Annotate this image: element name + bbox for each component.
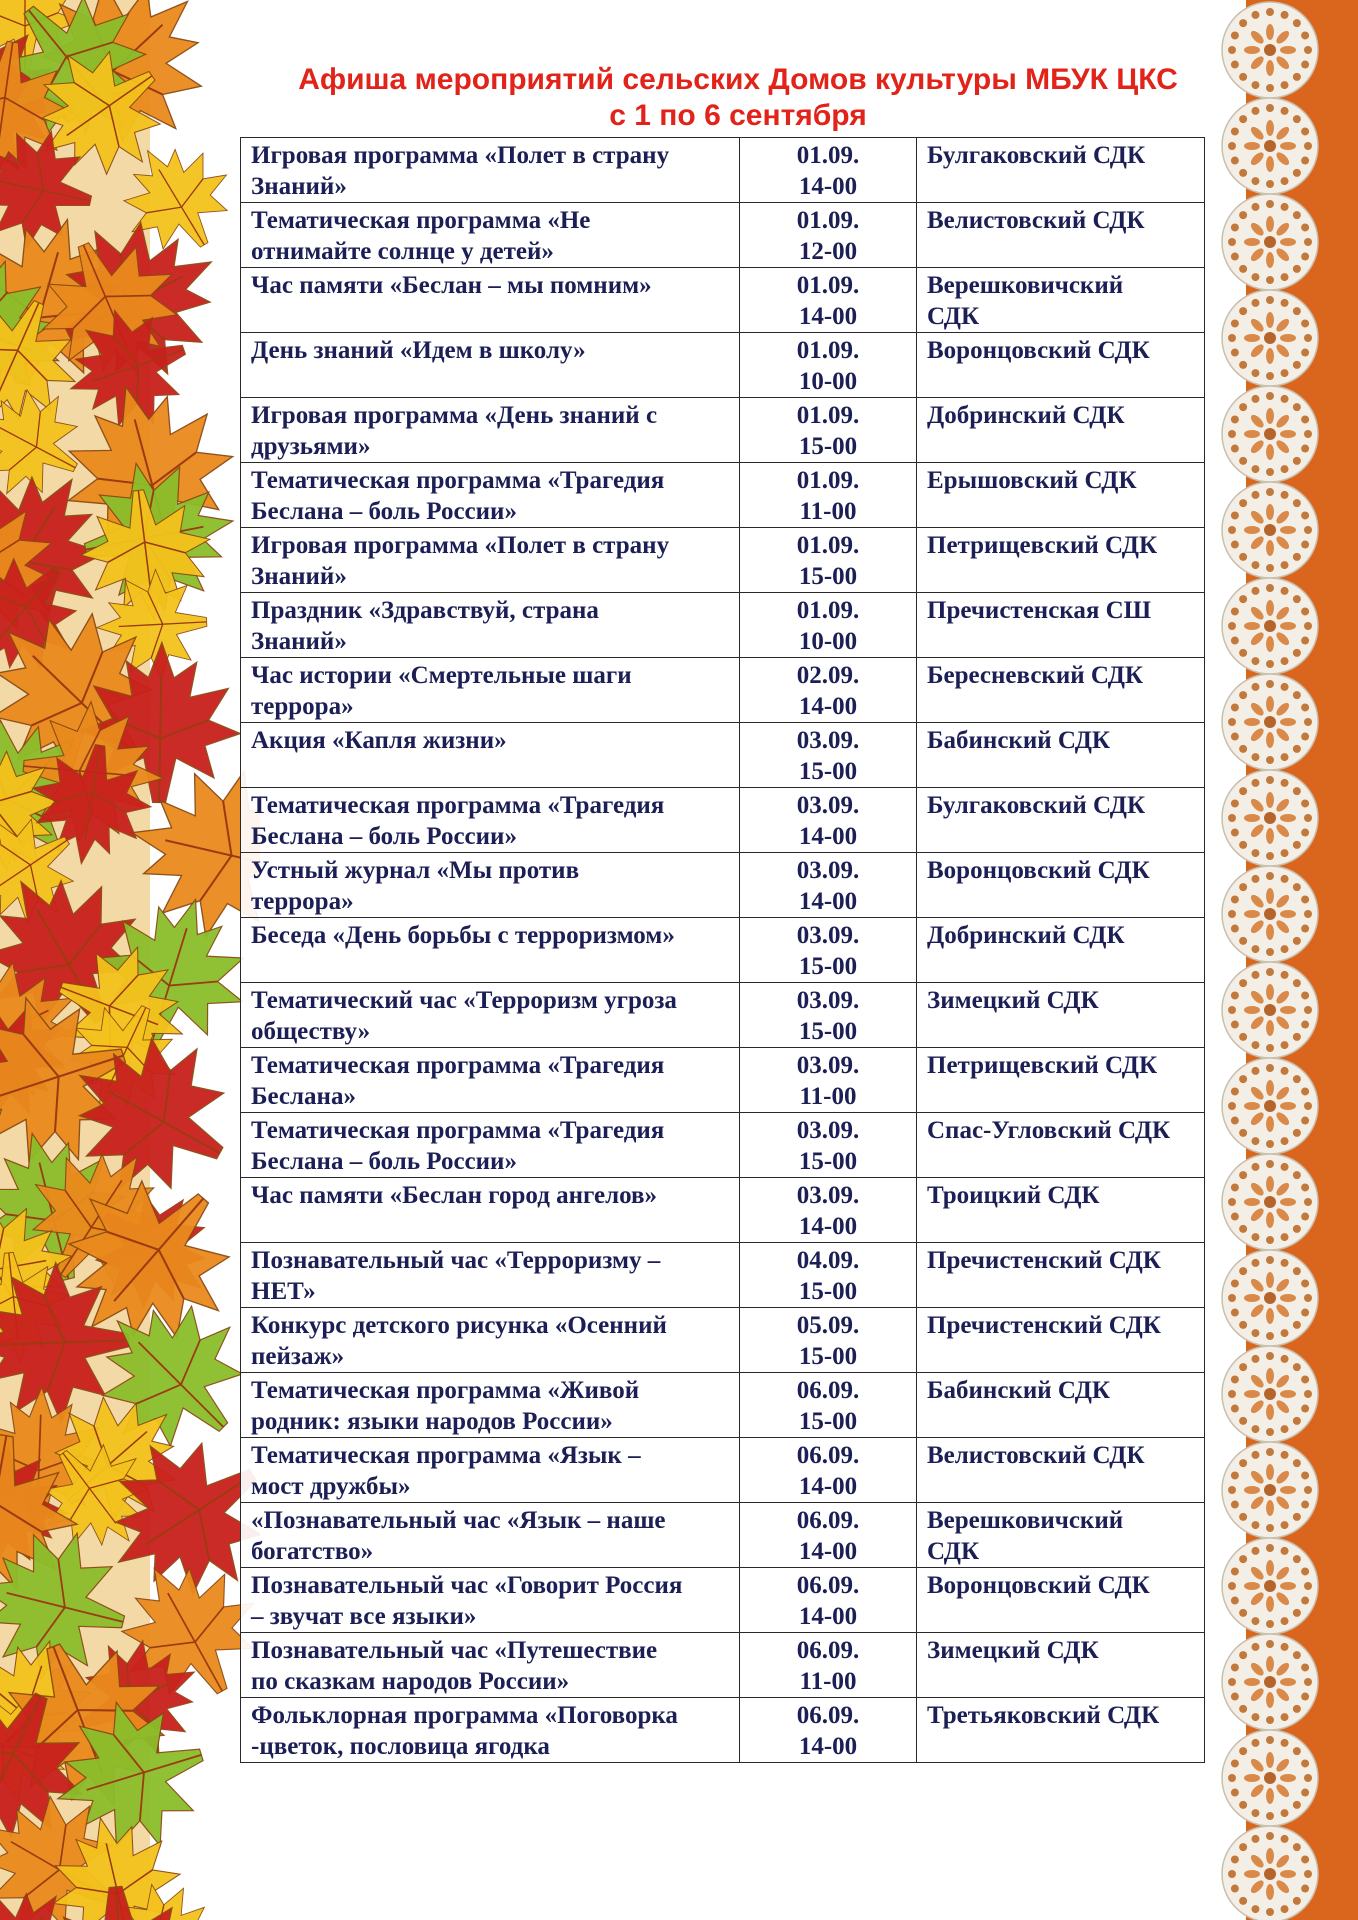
event-name-cell — [241, 1503, 740, 1568]
event-venue-line: Добринский СДК — [927, 922, 1125, 949]
event-venue-cell — [917, 203, 1205, 268]
table-row — [241, 1048, 1205, 1113]
event-name-line: родник: языки народов России» — [251, 1408, 613, 1435]
event-venue-cell — [917, 983, 1205, 1048]
event-venue-cell — [917, 1373, 1205, 1438]
lace-doily-icon — [1222, 866, 1318, 962]
event-datetime-cell — [740, 268, 917, 333]
event-name-line: – звучат все языки» — [251, 1603, 477, 1630]
event-datetime-cell — [740, 1308, 917, 1373]
lace-doily-icon — [1222, 1346, 1318, 1442]
event-date: 06.09. — [796, 1572, 860, 1599]
event-datetime-cell — [740, 658, 917, 723]
event-venue-cell — [917, 138, 1205, 203]
event-datetime-cell — [740, 528, 917, 593]
event-datetime-cell — [740, 1568, 917, 1633]
lace-doily-icon — [1222, 962, 1318, 1058]
event-datetime-cell — [740, 203, 917, 268]
event-name-line: Игровая программа «Полет в страну — [251, 532, 670, 559]
event-time: 14-00 — [798, 1213, 858, 1240]
event-venue-line: Воронцовский СДК — [927, 1572, 1150, 1599]
event-name-cell — [241, 1373, 740, 1438]
lace-doily-icon — [1222, 1538, 1318, 1634]
event-venue-line: Бабинский СДК — [927, 1377, 1111, 1404]
event-venue-line: Добринский СДК — [927, 402, 1125, 429]
event-datetime-cell — [740, 918, 917, 983]
table-row — [241, 1373, 1205, 1438]
event-name-cell — [241, 203, 740, 268]
event-date: 01.09. — [796, 207, 860, 234]
event-time: 12-00 — [798, 238, 858, 265]
event-time: 10-00 — [798, 368, 858, 395]
event-time: 14-00 — [798, 303, 858, 330]
event-time: 14-00 — [798, 1538, 858, 1565]
event-datetime-cell — [740, 1243, 917, 1308]
event-time: 11-00 — [799, 498, 857, 525]
lace-doily-icon — [1222, 1250, 1318, 1346]
event-date: 01.09. — [796, 532, 860, 559]
event-venue-line: Троицкий СДК — [927, 1182, 1100, 1209]
table-row — [241, 788, 1205, 853]
lace-doily-icon — [1222, 1442, 1318, 1538]
table-row — [241, 658, 1205, 723]
event-datetime-cell — [740, 1503, 917, 1568]
table-row — [241, 333, 1205, 398]
event-time: 14-00 — [798, 823, 858, 850]
event-venue-cell — [917, 268, 1205, 333]
table-row — [241, 463, 1205, 528]
event-time: 15-00 — [798, 953, 858, 980]
event-venue-line: СДК — [927, 303, 980, 330]
table-row — [241, 1178, 1205, 1243]
event-name-cell — [241, 983, 740, 1048]
event-time: 14-00 — [798, 888, 858, 915]
event-datetime-cell — [740, 1633, 917, 1698]
event-venue-line: Булгаковский СДК — [927, 792, 1146, 819]
event-name-line: Игровая программа «Полет в страну — [251, 142, 670, 169]
event-date: 01.09. — [796, 467, 860, 494]
event-name-line: Знаний» — [251, 173, 347, 200]
event-datetime-cell — [740, 983, 917, 1048]
event-time: 15-00 — [798, 433, 858, 460]
event-name-line: Праздник «Здравствуй, страна — [251, 597, 599, 624]
lace-doily-icon — [1222, 1826, 1318, 1920]
event-name-line: Тематическая программа «Язык – — [251, 1442, 641, 1469]
event-name-line: Знаний» — [251, 628, 347, 655]
event-name-cell — [241, 333, 740, 398]
event-date: 01.09. — [796, 402, 860, 429]
event-venue-cell — [917, 723, 1205, 788]
event-date: 06.09. — [796, 1442, 860, 1469]
event-name-line: Беслана – боль России» — [251, 823, 517, 850]
event-datetime-cell — [740, 593, 917, 658]
event-datetime-cell — [740, 723, 917, 788]
table-row — [241, 853, 1205, 918]
event-name-line: Час памяти «Беслан – мы помним» — [251, 272, 652, 299]
event-name-cell — [241, 918, 740, 983]
event-name-line: День знаний «Идем в школу» — [251, 337, 586, 364]
event-name-line: Игровая программа «День знаний с — [251, 402, 658, 429]
event-venue-line: Велистовский СДК — [927, 207, 1145, 234]
event-time: 15-00 — [798, 1278, 858, 1305]
event-name-line: Беседа «День борьбы с терроризмом» — [251, 922, 675, 949]
event-datetime-cell — [740, 1113, 917, 1178]
event-time: 15-00 — [798, 1408, 858, 1435]
event-name-cell — [241, 658, 740, 723]
event-name-line: Тематическая программа «Трагедия — [251, 467, 665, 494]
event-name-line: НЕТ» — [251, 1278, 316, 1305]
event-name-cell — [241, 1438, 740, 1503]
event-date: 01.09. — [796, 142, 860, 169]
event-venue-line: Спас-Угловский СДК — [927, 1117, 1171, 1144]
table-row — [241, 1113, 1205, 1178]
event-date: 03.09. — [796, 1117, 860, 1144]
event-datetime-cell — [740, 333, 917, 398]
event-name-line: отнимайте солнце у детей» — [251, 238, 554, 265]
event-name-line: по сказкам народов России» — [251, 1668, 570, 1695]
event-venue-cell — [917, 1308, 1205, 1373]
event-venue-line: Петрищевский СДК — [927, 1052, 1158, 1079]
event-date: 06.09. — [796, 1702, 860, 1729]
event-name-cell — [241, 138, 740, 203]
event-time: 14-00 — [798, 1473, 858, 1500]
event-name-line: Тематическая программа «Трагедия — [251, 1052, 665, 1079]
event-name-cell — [241, 1698, 740, 1763]
table-row — [241, 723, 1205, 788]
event-name-line: Час истории «Смертельные шаги — [251, 662, 632, 689]
event-name-line: Тематический час «Терроризм угроза — [251, 987, 677, 1014]
event-name-cell — [241, 268, 740, 333]
event-time: 14-00 — [798, 173, 858, 200]
event-venue-line: Пречистенский СДК — [927, 1312, 1161, 1339]
lace-doily-border — [1208, 0, 1358, 1920]
table-row — [241, 1308, 1205, 1373]
lace-doily-icon — [1222, 674, 1318, 770]
event-datetime-cell — [740, 788, 917, 853]
event-name-cell — [241, 1113, 740, 1178]
event-name-line: террора» — [251, 888, 354, 915]
event-date: 01.09. — [796, 272, 860, 299]
event-datetime-cell — [740, 1698, 917, 1763]
table-row — [241, 203, 1205, 268]
event-venue-line: Ерышовский СДК — [927, 467, 1137, 494]
event-datetime-cell — [740, 1438, 917, 1503]
table-row — [241, 398, 1205, 463]
event-date: 05.09. — [796, 1312, 860, 1339]
lace-doily-icon — [1222, 1730, 1318, 1826]
table-row — [241, 1633, 1205, 1698]
event-date: 03.09. — [796, 1182, 860, 1209]
table-row — [241, 268, 1205, 333]
event-venue-line: Пречистенская СШ — [927, 597, 1152, 624]
event-date: 01.09. — [796, 337, 860, 364]
event-name-cell — [241, 853, 740, 918]
event-name-line: Тематическая программа «Трагедия — [251, 1117, 665, 1144]
event-name-cell — [241, 723, 740, 788]
event-venue-line: Бересневский СДК — [927, 662, 1144, 689]
event-name-line: Час памяти «Беслан город ангелов» — [251, 1182, 658, 1209]
event-venue-line: Воронцовский СДК — [927, 337, 1150, 364]
table-row — [241, 1438, 1205, 1503]
event-name-line: Устный журнал «Мы против — [251, 857, 580, 884]
event-venue-line: Бабинский СДК — [927, 727, 1111, 754]
event-venue-cell — [917, 1698, 1205, 1763]
event-date: 03.09. — [796, 857, 860, 884]
event-name-line: Тематическая программа «Живой — [251, 1377, 640, 1404]
event-datetime-cell — [740, 1048, 917, 1113]
event-venue-cell — [917, 1438, 1205, 1503]
events-table — [240, 137, 1205, 1763]
event-name-line: Акция «Капля жизни» — [251, 727, 507, 754]
event-venue-line: Велистовский СДК — [927, 1442, 1145, 1469]
event-name-cell — [241, 593, 740, 658]
event-name-line: -цветок, пословица ягодка — [251, 1733, 550, 1760]
event-date: 03.09. — [796, 922, 860, 949]
event-time: 14-00 — [798, 693, 858, 720]
event-name-line: Тематическая программа «Не — [251, 207, 591, 234]
title-line-1: Афиша мероприятий сельских Домов культуры МБУК ЦКС — [298, 63, 1178, 96]
event-name-cell — [241, 1633, 740, 1698]
event-date: 03.09. — [796, 1052, 860, 1079]
event-venue-cell — [917, 1178, 1205, 1243]
event-name-line: Познавательный час «Путешествие — [251, 1637, 658, 1664]
event-name-cell — [241, 398, 740, 463]
event-datetime-cell — [740, 1178, 917, 1243]
lace-doily-icon — [1222, 770, 1318, 866]
event-name-line: Беслана – боль России» — [251, 1148, 517, 1175]
event-venue-cell — [917, 528, 1205, 593]
event-date: 06.09. — [796, 1637, 860, 1664]
lace-doily-icon — [1222, 1058, 1318, 1154]
event-venue-cell — [917, 463, 1205, 528]
event-venue-line: СДК — [927, 1538, 980, 1565]
event-time: 11-00 — [799, 1668, 857, 1695]
table-row — [241, 138, 1205, 203]
event-venue-cell — [917, 853, 1205, 918]
autumn-leaves-border — [0, 0, 260, 1920]
event-date: 03.09. — [796, 987, 860, 1014]
event-time: 10-00 — [798, 628, 858, 655]
event-venue-cell — [917, 593, 1205, 658]
event-venue-cell — [917, 1503, 1205, 1568]
event-name-cell — [241, 1568, 740, 1633]
event-name-line: Фольклорная программа «Поговорка — [251, 1702, 678, 1729]
lace-doily-icon — [1222, 1634, 1318, 1730]
table-row — [241, 1568, 1205, 1633]
event-venue-cell — [917, 1048, 1205, 1113]
event-name-line: пейзаж» — [251, 1343, 345, 1370]
event-name-cell — [241, 1243, 740, 1308]
event-name-line: Беслана» — [251, 1083, 356, 1110]
event-venue-cell — [917, 1243, 1205, 1308]
event-time: 15-00 — [798, 758, 858, 785]
event-venue-cell — [917, 1568, 1205, 1633]
event-time: 15-00 — [798, 1148, 858, 1175]
event-name-cell — [241, 463, 740, 528]
event-time: 14-00 — [798, 1603, 858, 1630]
event-time: 14-00 — [798, 1733, 858, 1760]
event-datetime-cell — [740, 398, 917, 463]
event-venue-cell — [917, 658, 1205, 723]
event-venue-cell — [917, 1633, 1205, 1698]
event-time: 15-00 — [798, 1018, 858, 1045]
event-venue-cell — [917, 1113, 1205, 1178]
event-name-line: мост дружбы» — [251, 1473, 411, 1500]
event-name-line: Конкурс детского рисунка «Осенний — [251, 1312, 667, 1339]
event-venue-cell — [917, 788, 1205, 853]
lace-doily-icon — [1222, 578, 1318, 674]
lace-doily-icon — [1222, 290, 1318, 386]
event-venue-line: Пречистенский СДК — [927, 1247, 1161, 1274]
event-name-line: Знаний» — [251, 563, 347, 590]
event-datetime-cell — [740, 1373, 917, 1438]
event-datetime-cell — [740, 463, 917, 528]
event-date: 06.09. — [796, 1377, 860, 1404]
poster-title — [238, 62, 1238, 134]
lace-doily-icon — [1222, 194, 1318, 290]
table-row — [241, 593, 1205, 658]
event-venue-cell — [917, 333, 1205, 398]
event-name-line: друзьями» — [251, 433, 371, 460]
event-venue-line: Булгаковский СДК — [927, 142, 1146, 169]
event-name-cell — [241, 528, 740, 593]
event-name-line: «Познавательный час «Язык – наше — [251, 1507, 666, 1534]
event-name-line: богатство» — [251, 1538, 374, 1565]
event-name-line: обществу» — [251, 1018, 371, 1045]
event-date: 03.09. — [796, 727, 860, 754]
event-venue-cell — [917, 918, 1205, 983]
lace-doily-icon — [1222, 482, 1318, 578]
event-date: 02.09. — [796, 662, 860, 689]
event-venue-line: Верешковичский — [927, 1507, 1124, 1534]
table-row — [241, 1243, 1205, 1308]
table-row — [241, 1698, 1205, 1763]
lace-doily-icon — [1222, 1154, 1318, 1250]
event-name-line: террора» — [251, 693, 354, 720]
table-row — [241, 918, 1205, 983]
event-venue-line: Третьяковский СДК — [927, 1702, 1160, 1729]
event-venue-line: Верешковичский — [927, 272, 1124, 299]
table-row — [241, 1503, 1205, 1568]
events-table-body — [241, 138, 1205, 1763]
event-time: 15-00 — [798, 563, 858, 590]
event-datetime-cell — [740, 138, 917, 203]
event-name-line: Беслана – боль России» — [251, 498, 517, 525]
lace-doily-icon — [1222, 386, 1318, 482]
event-venue-line: Зимецкий СДК — [927, 1637, 1099, 1664]
event-date: 06.09. — [796, 1507, 860, 1534]
event-date: 03.09. — [796, 792, 860, 819]
event-date: 04.09. — [796, 1247, 860, 1274]
event-name-line: Тематическая программа «Трагедия — [251, 792, 665, 819]
event-name-cell — [241, 1178, 740, 1243]
event-time: 11-00 — [799, 1083, 857, 1110]
event-name-cell — [241, 788, 740, 853]
event-name-line: Познавательный час «Терроризму – — [251, 1247, 661, 1274]
table-row — [241, 983, 1205, 1048]
event-name-cell — [241, 1048, 740, 1113]
event-venue-line: Воронцовский СДК — [927, 857, 1150, 884]
event-venue-cell — [917, 398, 1205, 463]
event-venue-line: Зимецкий СДК — [927, 987, 1099, 1014]
event-name-cell — [241, 1308, 740, 1373]
title-line-2: с 1 по 6 сентября — [609, 99, 867, 132]
event-datetime-cell — [740, 853, 917, 918]
event-time: 15-00 — [798, 1343, 858, 1370]
event-date: 01.09. — [796, 597, 860, 624]
table-row — [241, 528, 1205, 593]
event-name-line: Познавательный час «Говорит Россия — [251, 1572, 683, 1599]
event-venue-line: Петрищевский СДК — [927, 532, 1158, 559]
